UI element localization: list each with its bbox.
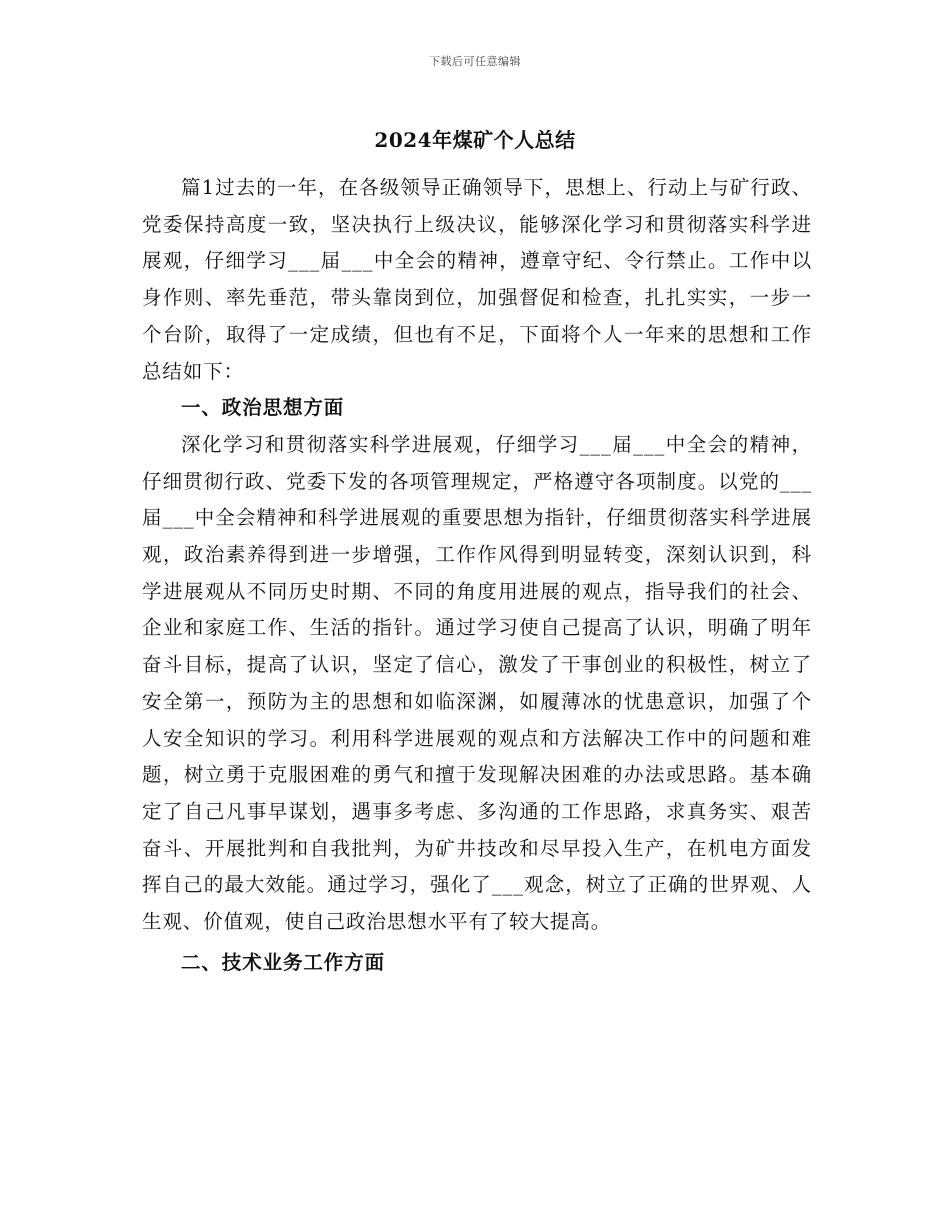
- document-body: [142, 170, 812, 981]
- intro-paragraph: 篇1过去的一年，在各级领导正确领导下，思想上、行动上与矿行政、党委保持高度一致，坚决执行上级决议，能够深化学习和贯彻落实科学进展观，仔细学习___届___中全会的精神，遵章守纪、令行禁止。工作中以身作则、率先垂范，带头靠岗到位，加强督促和检查，扎扎实实，一步一个台阶，取得了一定成绩，但也有不足，下面将个人一年来的思想和工作总结如下：: [142, 176, 812, 383]
- section-body-political: 深化学习和贯彻落实科学进展观，仔细学习___届___中全会的精神，仔细贯彻行政、党委下发的各项管理规定，严格遵守各项制度。以党的___届___中全会精神和科学进展观的重要思想为指针，仔细贯彻落实科学进展观，政治素养得到进一步增强，工作作风得到明显转变，深刻认识到，科学进展观从不同历史时期、不同的角度用进展的观点，指导我们的社会、企业和家庭工作、生活的指针。通过学习使自己提高了认识，明确了明年奋斗目标，提高了认识，坚定了信心，激发了干事创业的积极性，树立了安全第一，预防为主的思想和如临深渊，如履薄冰的忧患意识，加强了个人安全知识的学习。利用科学进展观的观点和方法解决工作中的问题和难题，树立勇于克服困难的勇气和擅于发现解决困难的办法或思路。基本确定了自己凡事早谋划，遇事多考虑、多沟通的工作思路，求真务实、艰苦奋斗、开展批判和自我批判，为矿井技改和尽早投入生产，在机电方面发挥自己的最大效能。通过学习，强化了___观念，树立了正确的世界观、人生观、价值观，使自己政治思想水平有了较大提高。: [142, 432, 812, 934]
- document-title: 2024年煤矿个人总结: [374, 128, 576, 152]
- header-note: 下载后可任意编辑: [429, 55, 521, 68]
- section-heading-technical: 二、技术业务工作方面: [181, 950, 386, 974]
- section-heading-political: 一、政治思想方面: [181, 396, 345, 420]
